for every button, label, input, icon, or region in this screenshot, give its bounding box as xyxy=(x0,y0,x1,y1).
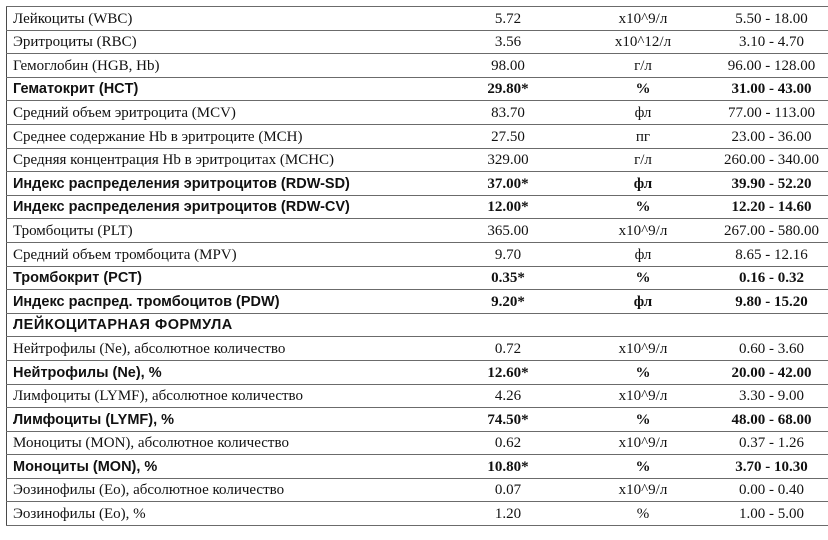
test-value: 27.50 xyxy=(438,124,578,148)
test-name: Нейтрофилы (Ne), абсолютное количество xyxy=(7,337,439,361)
test-value: 29.80* xyxy=(438,77,578,101)
test-reference-range: 0.60 - 3.60 xyxy=(708,337,828,361)
empty-cell xyxy=(578,313,708,337)
section-header-row xyxy=(7,313,828,337)
test-name: Эритроциты (RBC) xyxy=(7,30,439,54)
test-value: 83.70 xyxy=(438,101,578,125)
test-unit: пг xyxy=(578,124,708,148)
test-value: 10.80* xyxy=(438,455,578,479)
test-reference-range: 0.00 - 0.40 xyxy=(708,478,828,502)
test-unit: % xyxy=(578,360,708,384)
section-title: ЛЕЙКОЦИТАРНАЯ ФОРМУЛА xyxy=(7,313,439,337)
test-reference-range: 9.80 - 15.20 xyxy=(708,290,828,314)
table-row xyxy=(7,478,828,502)
table-row xyxy=(7,54,828,78)
test-unit: фл xyxy=(578,290,708,314)
test-name: Лейкоциты (WBC) xyxy=(7,7,439,31)
test-value: 12.00* xyxy=(438,195,578,219)
test-name: Тромбокрит (PCT) xyxy=(7,266,439,290)
test-unit: x10^9/л xyxy=(578,219,708,243)
test-reference-range: 48.00 - 68.00 xyxy=(708,408,828,432)
test-reference-range: 77.00 - 113.00 xyxy=(708,101,828,125)
test-value: 12.60* xyxy=(438,360,578,384)
test-value: 1.20 xyxy=(438,502,578,526)
table-row xyxy=(7,148,828,172)
test-reference-range: 20.00 - 42.00 xyxy=(708,360,828,384)
table-row-abnormal xyxy=(7,455,828,479)
test-reference-range: 23.00 - 36.00 xyxy=(708,124,828,148)
test-name: Индекс распределения эритроцитов (RDW-SD) xyxy=(7,172,439,196)
table-row xyxy=(7,384,828,408)
test-name: Средний объем эритроцита (MCV) xyxy=(7,101,439,125)
blood-test-table xyxy=(6,6,828,526)
test-reference-range: 260.00 - 340.00 xyxy=(708,148,828,172)
test-reference-range: 1.00 - 5.00 xyxy=(708,502,828,526)
test-value: 9.20* xyxy=(438,290,578,314)
test-unit: % xyxy=(578,195,708,219)
test-reference-range: 8.65 - 12.16 xyxy=(708,242,828,266)
test-unit: x10^9/л xyxy=(578,431,708,455)
table-row xyxy=(7,242,828,266)
test-name: Средняя концентрация Hb в эритроцитах (MCHC) xyxy=(7,148,439,172)
table-row-abnormal xyxy=(7,266,828,290)
test-reference-range: 31.00 - 43.00 xyxy=(708,77,828,101)
test-value: 0.07 xyxy=(438,478,578,502)
table-row-abnormal xyxy=(7,172,828,196)
table-row xyxy=(7,7,828,31)
table-row xyxy=(7,337,828,361)
test-unit: % xyxy=(578,408,708,432)
table-row xyxy=(7,101,828,125)
test-unit: x10^9/л xyxy=(578,478,708,502)
test-value: 0.62 xyxy=(438,431,578,455)
table-row-abnormal xyxy=(7,290,828,314)
test-unit: фл xyxy=(578,101,708,125)
test-name: Тромбоциты (PLT) xyxy=(7,219,439,243)
test-name: Моноциты (MON), абсолютное количество xyxy=(7,431,439,455)
test-reference-range: 3.70 - 10.30 xyxy=(708,455,828,479)
test-name: Моноциты (MON), % xyxy=(7,455,439,479)
test-value: 74.50* xyxy=(438,408,578,432)
table-row-abnormal xyxy=(7,360,828,384)
test-reference-range: 39.90 - 52.20 xyxy=(708,172,828,196)
empty-cell xyxy=(438,313,578,337)
test-reference-range: 96.00 - 128.00 xyxy=(708,54,828,78)
test-value: 329.00 xyxy=(438,148,578,172)
test-unit: % xyxy=(578,266,708,290)
test-reference-range: 12.20 - 14.60 xyxy=(708,195,828,219)
test-reference-range: 3.10 - 4.70 xyxy=(708,30,828,54)
test-name: Гемоглобин (HGB, Hb) xyxy=(7,54,439,78)
test-value: 0.35* xyxy=(438,266,578,290)
table-row-abnormal xyxy=(7,195,828,219)
test-name: Гематокрит (HCT) xyxy=(7,77,439,101)
test-reference-range: 267.00 - 580.00 xyxy=(708,219,828,243)
test-reference-range: 0.16 - 0.32 xyxy=(708,266,828,290)
test-unit: x10^9/л xyxy=(578,7,708,31)
test-name: Лимфоциты (LYMF), % xyxy=(7,408,439,432)
test-reference-range: 3.30 - 9.00 xyxy=(708,384,828,408)
test-value: 0.72 xyxy=(438,337,578,361)
test-unit: г/л xyxy=(578,148,708,172)
test-value: 5.72 xyxy=(438,7,578,31)
test-reference-range: 0.37 - 1.26 xyxy=(708,431,828,455)
test-name: Эозинофилы (Eo), абсолютное количество xyxy=(7,478,439,502)
test-name: Нейтрофилы (Ne), % xyxy=(7,360,439,384)
table-row-abnormal xyxy=(7,408,828,432)
table-row-abnormal xyxy=(7,77,828,101)
test-unit: x10^9/л xyxy=(578,337,708,361)
test-value: 37.00* xyxy=(438,172,578,196)
test-unit: фл xyxy=(578,242,708,266)
test-unit: г/л xyxy=(578,54,708,78)
table-row xyxy=(7,219,828,243)
empty-cell xyxy=(708,313,828,337)
test-value: 98.00 xyxy=(438,54,578,78)
test-value: 9.70 xyxy=(438,242,578,266)
test-name: Индекс распределения эритроцитов (RDW-CV) xyxy=(7,195,439,219)
table-row xyxy=(7,124,828,148)
test-name: Среднее содержание Hb в эритроците (MCH) xyxy=(7,124,439,148)
test-value: 365.00 xyxy=(438,219,578,243)
test-value: 4.26 xyxy=(438,384,578,408)
test-unit: x10^9/л xyxy=(578,384,708,408)
test-reference-range: 5.50 - 18.00 xyxy=(708,7,828,31)
table-row xyxy=(7,431,828,455)
test-unit: % xyxy=(578,455,708,479)
test-unit: % xyxy=(578,77,708,101)
test-name: Индекс распред. тромбоцитов (PDW) xyxy=(7,290,439,314)
test-name: Средний объем тромбоцита (MPV) xyxy=(7,242,439,266)
blood-test-table-body xyxy=(7,7,828,526)
test-value: 3.56 xyxy=(438,30,578,54)
test-name: Лимфоциты (LYMF), абсолютное количество xyxy=(7,384,439,408)
test-unit: фл xyxy=(578,172,708,196)
table-row xyxy=(7,30,828,54)
test-unit: % xyxy=(578,502,708,526)
test-name: Эозинофилы (Eo), % xyxy=(7,502,439,526)
table-row xyxy=(7,502,828,526)
test-unit: x10^12/л xyxy=(578,30,708,54)
